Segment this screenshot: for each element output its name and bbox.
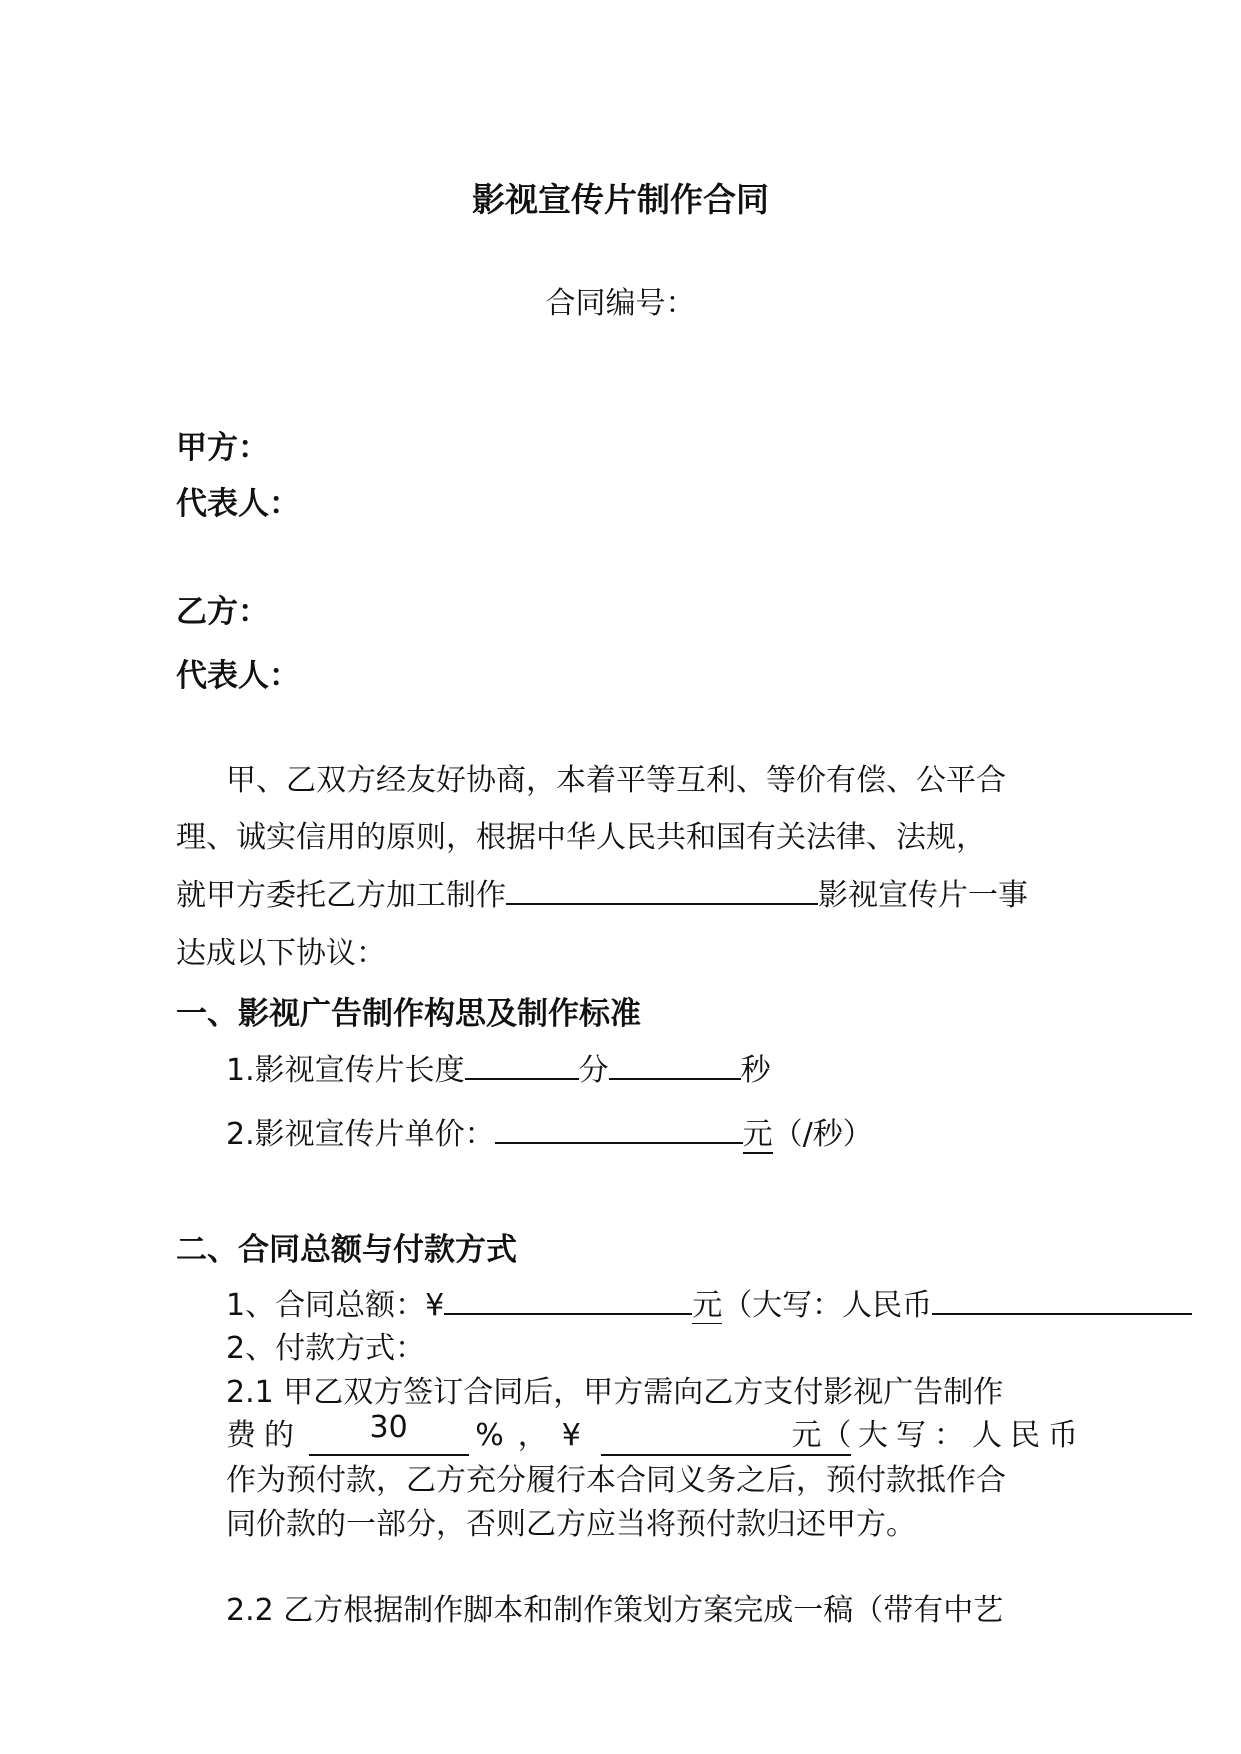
section-1-item-2 (226, 1109, 873, 1153)
party-a-representative-label: 代表人： (176, 486, 300, 522)
section-1-heading: 一、影视广告制作构思及制作标准 (176, 996, 641, 1032)
length-label: 1.影视宣传片长度 (226, 1053, 465, 1088)
total-caps-blank (932, 1282, 1192, 1316)
intro-line-4: 达成以下协议： (176, 936, 386, 971)
payment-2-2-line-1: 2.2 乙方根据制作脚本和制作策划方案完成一稿（带有中艺 (226, 1593, 1004, 1628)
total-caps-label: （大写：人民币 (722, 1288, 933, 1323)
percent-sign: %，¥ (475, 1418, 595, 1453)
total-unit: 元 (692, 1288, 723, 1323)
prepay-caps-label: 大写：人民币 (857, 1418, 1086, 1453)
section-2-heading: 二、合同总额与付款方式 (176, 1232, 517, 1268)
seconds-blank (609, 1047, 741, 1081)
intro-line-1: 甲、乙双方经友好协商，本着平等互利、等价有偿、公平合 (226, 763, 1006, 798)
payment-2-1-line-3: 作为预付款，乙方充分履行本合同义务之后，预付款抵作合 (226, 1463, 1006, 1498)
party-b-representative-label: 代表人： (176, 658, 300, 694)
minutes-blank (465, 1047, 579, 1081)
contract-number-label: 合同编号： (545, 286, 696, 321)
payment-2-1-line-2 (226, 1410, 1086, 1456)
fee-label: 费的 (226, 1418, 302, 1453)
payment-2-1-line-1: 2.1 甲乙双方签订合同后，甲方需向乙方支付影视广告制作 (226, 1375, 1004, 1410)
section-1-item-1 (226, 1045, 771, 1089)
unit-price-label: 2.影视宣传片单价： (226, 1117, 495, 1152)
payment-method-label: 2、付款方式： (226, 1331, 426, 1366)
seconds-unit: 秒 (740, 1053, 771, 1088)
minutes-unit: 分 (578, 1053, 609, 1088)
intro-line-3 (176, 870, 1028, 914)
intro-line-2: 理、诚实信用的原则，根据中华人民共和国有关法律、法规， (176, 820, 986, 855)
payment-2-1-line-4: 同价款的一部分，否则乙方应当将预付款归还甲方。 (226, 1507, 916, 1542)
unit-price-suffix: （/秒） (772, 1117, 873, 1152)
intro-line-3-before: 就甲方委托乙方加工制作 (176, 878, 506, 913)
unit-price-unit: 元 (742, 1117, 773, 1152)
prepay-amount-unit: 元（ (601, 1410, 851, 1456)
party-b-label: 乙方： (176, 594, 269, 630)
party-a-label: 甲方： (176, 430, 269, 466)
contract-total-line (226, 1280, 1241, 1324)
total-amount-blank (444, 1282, 692, 1316)
percent-value: 30 (309, 1410, 469, 1456)
document-title: 影视宣传片制作合同 (472, 180, 769, 219)
project-name-blank (506, 872, 818, 906)
total-label: 1、合同总额：¥ (226, 1288, 445, 1323)
intro-line-3-after: 影视宣传片一事 (818, 878, 1028, 913)
unit-price-blank (495, 1111, 743, 1145)
